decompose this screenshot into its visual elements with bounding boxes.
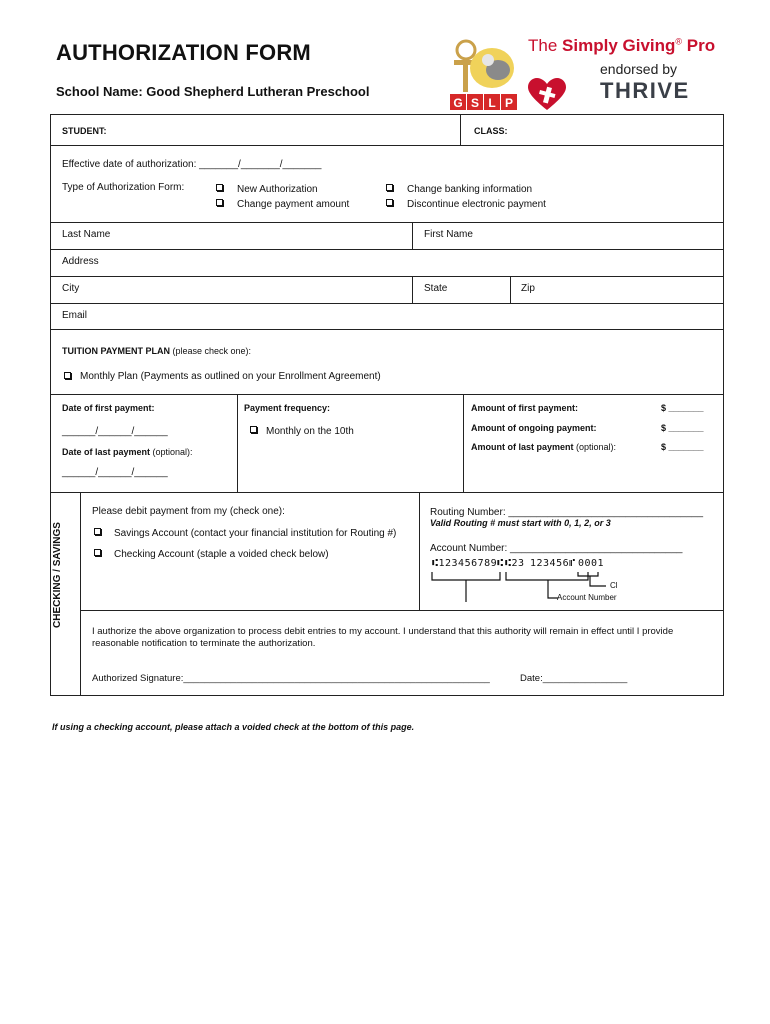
logo-letter-g: G: [453, 96, 463, 110]
date-first-field[interactable]: ______/______/______: [62, 426, 168, 437]
address-field[interactable]: Address: [62, 256, 99, 267]
monthly-10th-label: Monthly on the 10th: [266, 426, 354, 437]
savings-checkbox[interactable]: [94, 528, 101, 535]
zip-field[interactable]: Zip: [521, 283, 535, 294]
amount-ongoing-field[interactable]: $ _______: [661, 423, 704, 433]
brand-title: The Simply Giving® Pro: [528, 36, 716, 55]
change-banking-label: Change banking information: [407, 184, 533, 195]
check-diagram-brackets: [420, 568, 620, 608]
logo-letter-p: P: [504, 96, 514, 110]
frequency-label: Payment frequency:: [244, 403, 331, 413]
new-authorization-checkbox[interactable]: [216, 184, 223, 191]
account-number-label: Account Number: [557, 593, 617, 602]
monthly-plan-checkbox[interactable]: [64, 372, 71, 379]
tuition-plan-heading: TUITION PAYMENT PLAN (please check one):: [62, 346, 252, 356]
savings-label: Savings Account (contact your financial institution for Routing #): [114, 528, 397, 539]
class-label: CLASS:: [474, 126, 508, 136]
amount-ongoing-label: Amount of ongoing payment:: [471, 423, 597, 433]
discontinue-label: Discontinue electronic payment: [407, 199, 546, 210]
new-authorization-label: New Authorization: [237, 184, 318, 195]
city-field[interactable]: City: [62, 283, 80, 294]
brand-endorsed: endorsed by: [600, 61, 678, 77]
debit-prompt: Please debit payment from my (check one):: [92, 506, 285, 517]
date-last-label: Date of last payment (optional):: [62, 447, 193, 457]
micr-account: 123456⑈: [530, 558, 576, 569]
amount-last-label: Amount of last payment (optional):: [471, 442, 617, 452]
change-banking-checkbox[interactable]: [386, 184, 393, 191]
simply-giving-logo: [528, 36, 728, 108]
amount-last-field[interactable]: $ _______: [661, 442, 704, 452]
monthly-10th-checkbox[interactable]: [250, 426, 257, 433]
form-title: AUTHORIZATION FORM: [56, 40, 311, 65]
logo-letter-l: L: [488, 96, 496, 110]
date-last-field[interactable]: ______/______/______: [62, 467, 168, 478]
first-name-field[interactable]: First Name: [424, 229, 473, 240]
authorization-statement: I authorize the above organization to process debit entries to my account. I understand that this authority will remain in effect until I provide reasonable notification to terminate the authorization.: [92, 626, 674, 649]
email-field[interactable]: Email: [62, 310, 88, 321]
state-field[interactable]: State: [424, 283, 448, 294]
monthly-plan-label: Monthly Plan (Payments as outlined on your Enrollment Agreement): [80, 371, 381, 382]
footer-note: If using a checking account, please attach a voided check at the bottom of this page.: [52, 722, 415, 732]
check-number-label: Cl: [610, 581, 618, 590]
micr-check-number: 0001: [578, 558, 605, 569]
student-label: STUDENT:: [62, 126, 107, 136]
date-first-label: Date of first payment:: [62, 403, 155, 413]
amount-first-field[interactable]: $ _______: [661, 403, 704, 413]
change-amount-label: Change payment amount: [237, 199, 350, 210]
account-number-field[interactable]: Account Number: _______________________________: [430, 543, 683, 554]
change-amount-checkbox[interactable]: [216, 199, 223, 206]
effective-date-field[interactable]: Effective date of authorization: _______/_______/_______: [62, 159, 322, 170]
school-name: School Name: Good Shepherd Lutheran Preschool: [56, 84, 370, 99]
checking-savings-side-label: CHECKING / SAVINGS: [52, 522, 63, 628]
routing-number-field[interactable]: Routing Number: ___________________________________: [430, 507, 704, 518]
brand-thrive: THRIVE: [600, 78, 690, 103]
type-label: Type of Authorization Form:: [62, 182, 185, 193]
heart-icon: [528, 78, 566, 112]
routing-note: Valid Routing # must start with 0, 1, 2, or 3: [430, 518, 611, 528]
checking-checkbox[interactable]: [94, 549, 101, 556]
signature-field[interactable]: Authorized Signature:__________________________________________________________: [92, 673, 490, 684]
amount-first-label: Amount of first payment:: [471, 403, 578, 413]
micr-routing: ⑆123456789⑆: [432, 558, 504, 569]
logo-letter-s: S: [470, 96, 480, 110]
school-logo: [446, 38, 522, 114]
date-field[interactable]: Date:________________: [520, 673, 628, 684]
checking-label: Checking Account (staple a voided check below): [114, 549, 329, 560]
last-name-field[interactable]: Last Name: [62, 229, 111, 240]
discontinue-checkbox[interactable]: [386, 199, 393, 206]
micr-part-2: ⑆23: [505, 558, 525, 569]
